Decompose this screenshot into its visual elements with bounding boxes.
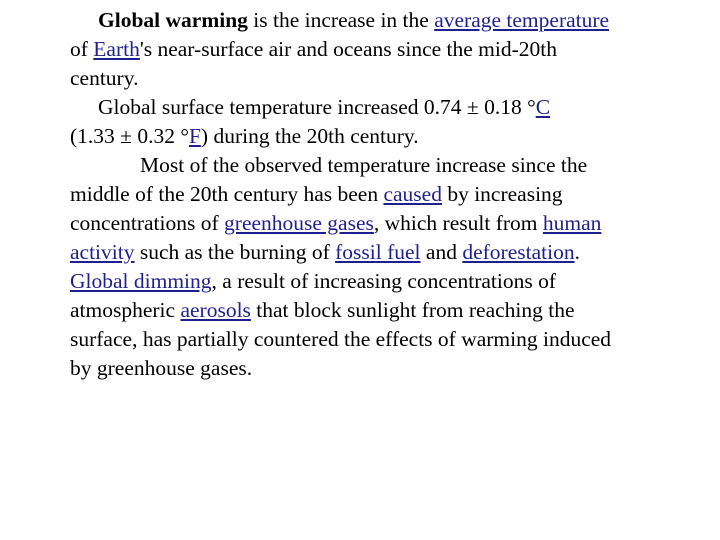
text-run: middle of the 20th century has been	[70, 182, 384, 206]
text-run: 's near-surface air and oceans since the mid-20th	[139, 37, 557, 61]
text-line	[70, 325, 680, 354]
text-run: , which result from	[373, 211, 543, 235]
text-line	[70, 209, 680, 238]
text-line	[70, 354, 680, 383]
text-line	[70, 35, 680, 64]
text-run: .	[574, 240, 580, 264]
text-line	[70, 180, 680, 209]
text-run: by greenhouse gases.	[70, 356, 253, 380]
text-run: concentrations of	[70, 211, 225, 235]
text-run: ) during the 20th century.	[200, 124, 419, 148]
text-run: Most of the observed temperature increase since the	[140, 153, 588, 177]
paragraph-definition	[70, 6, 680, 93]
link-earth[interactable]: Earth	[93, 37, 140, 61]
text-run: that block sunlight from reaching the	[250, 298, 575, 322]
link-aerosols[interactable]: aerosols	[180, 298, 251, 322]
link-average-temperature[interactable]: average temperature	[434, 8, 610, 32]
text-line	[70, 64, 680, 93]
link-fossil-fuel[interactable]: fossil fuel	[335, 240, 421, 264]
link-human-activity[interactable]: human	[542, 211, 602, 235]
link-caused[interactable]: caused	[383, 182, 442, 206]
text-line	[70, 6, 680, 35]
text-run: is the increase in the	[247, 8, 435, 32]
text-run: (1.33 ± 0.32 °	[70, 124, 189, 148]
text-run: and	[420, 240, 463, 264]
text-run: Global surface temperature increased 0.74 ± 0.18 °	[98, 95, 536, 119]
text-run: by increasing	[441, 182, 563, 206]
text-run: century.	[70, 66, 139, 90]
link-deforestation[interactable]: deforestation	[462, 240, 575, 264]
text-run: surface, has partially countered the effects of warming induced	[70, 327, 612, 351]
link-fahrenheit[interactable]: F	[188, 124, 201, 148]
text-run: , a result of increasing concentrations of	[211, 269, 557, 293]
link-celsius[interactable]: C	[535, 95, 551, 119]
text-line	[70, 296, 680, 325]
link-greenhouse-gases[interactable]: greenhouse gases	[224, 211, 374, 235]
term-global-warming: Global warming	[98, 8, 248, 32]
text-line	[70, 93, 680, 122]
text-run: of	[70, 37, 94, 61]
text-line	[70, 151, 680, 180]
text-line	[70, 238, 680, 267]
link-global-dimming[interactable]: Global dimming	[70, 269, 212, 293]
link-human-activity[interactable]: activity	[70, 240, 135, 264]
text-line	[70, 267, 680, 296]
paragraph-causes	[70, 151, 680, 383]
text-run: such as the burning of	[134, 240, 336, 264]
article-text	[70, 6, 680, 383]
paragraph-temperature-increase	[70, 93, 680, 151]
text-run: atmospheric	[70, 298, 181, 322]
text-line	[70, 122, 680, 151]
